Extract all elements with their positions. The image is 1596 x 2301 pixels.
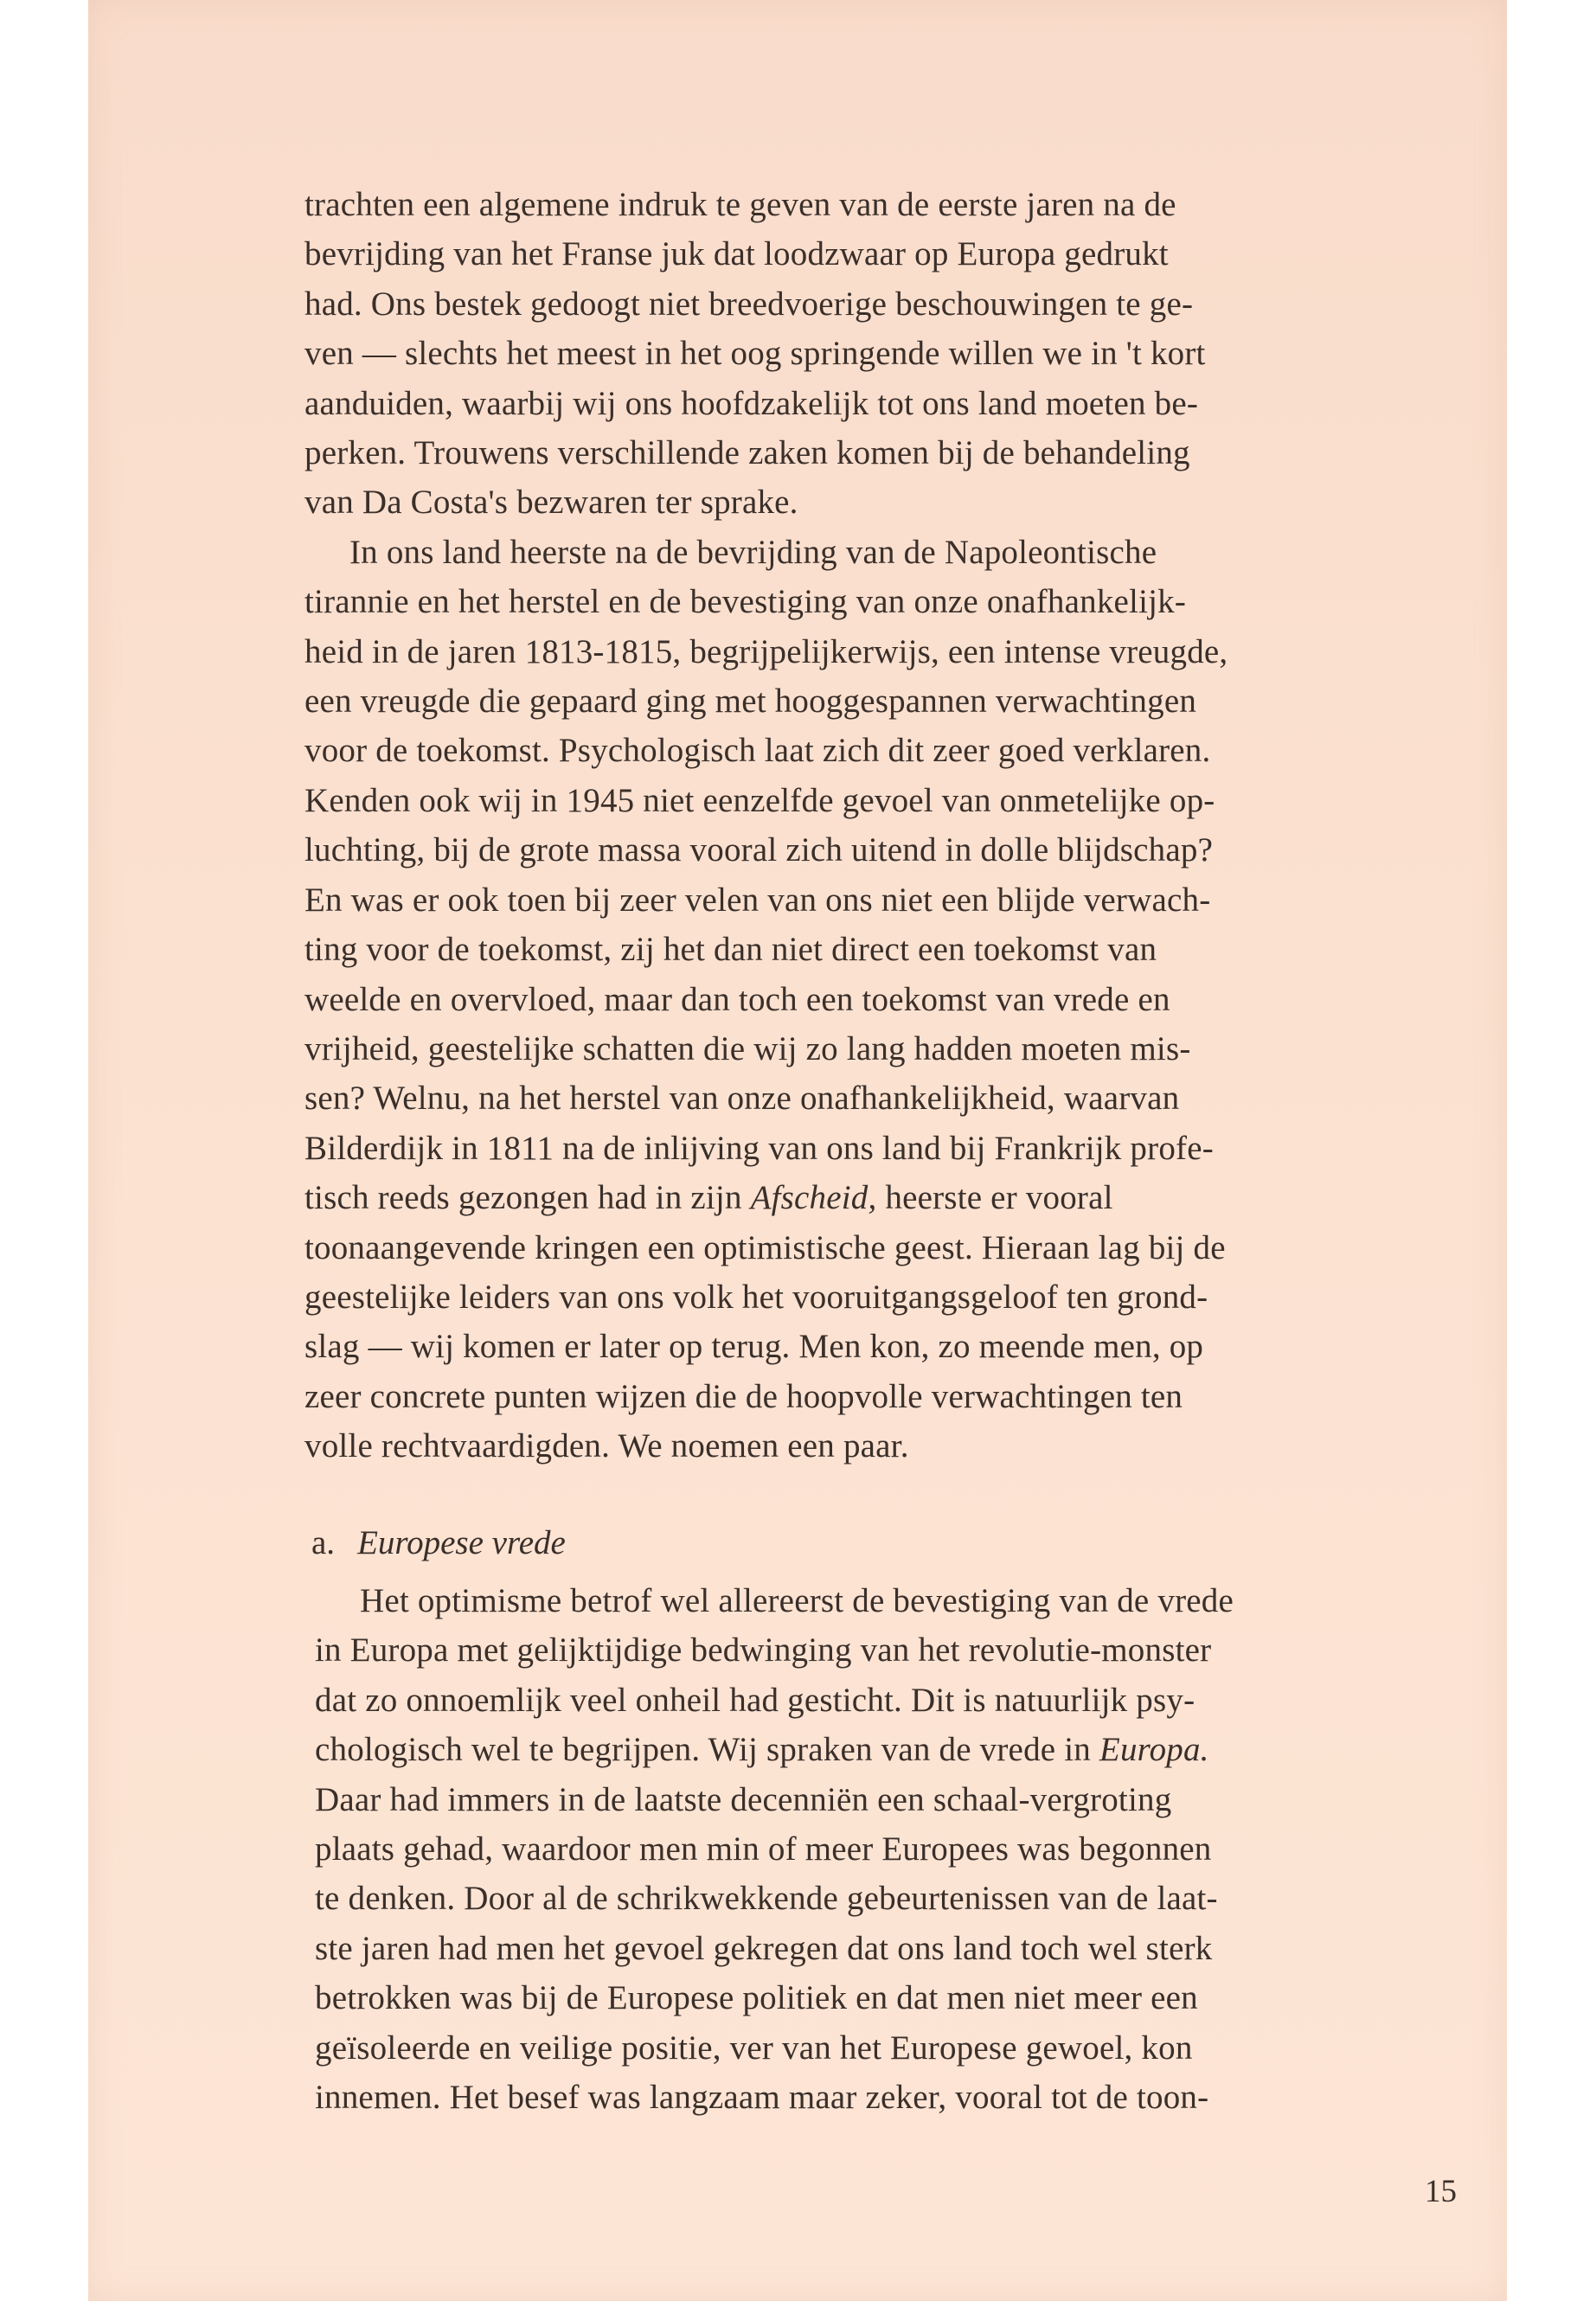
- line: tirannie en het herstel en de bevestiging van onze onafhankelijk-: [304, 583, 1187, 621]
- line: ting voor de toekomst, zij het dan niet direct een toekomst van: [304, 931, 1157, 969]
- line-segment: tisch reeds gezongen had in zijn: [304, 1179, 751, 1217]
- line: In ons land heerste na de bevrijding van de Napoleontische: [349, 533, 1157, 571]
- line: van Da Costa's bezwaren ter sprake.: [304, 484, 798, 522]
- line: geïsoleerde en veilige positie, ver van het Europese gewoel, kon: [315, 2029, 1193, 2067]
- line: innemen. Het besef was langzaam maar zeker, vooral tot de toon-: [315, 2079, 1209, 2117]
- paragraph-1: [304, 180, 1464, 528]
- line: weelde en overvloed, maar dan toch een toekomst van vrede en: [304, 980, 1170, 1018]
- line: perken. Trouwens verschillende zaken komen bij de behandeling: [304, 434, 1190, 472]
- line-segment: chologisch wel te begrijpen. Wij spraken van de vrede in: [315, 1731, 1099, 1769]
- line: zeer concrete punten wijzen die de hoopvolle verwachtingen ten: [304, 1377, 1183, 1415]
- line: in Europa met gelijktijdige bedwinging van het revolutie-monster: [315, 1631, 1212, 1670]
- line: toonaangevende kringen een optimistische geest. Hieraan lag bij de: [304, 1228, 1226, 1266]
- section-title: Europese vrede: [357, 1524, 566, 1561]
- section-letter: a.: [311, 1524, 336, 1561]
- page-number: 15: [1425, 2174, 1457, 2209]
- paragraph-3: [315, 1576, 1464, 2122]
- line: vrijheid, geestelijke schatten die wij zo lang hadden moeten mis-: [304, 1029, 1191, 1067]
- line: een vreugde die gepaard ging met hooggespannen verwachtingen: [304, 683, 1197, 721]
- line: volle rechtvaardigden. We noemen een paar.: [304, 1427, 909, 1465]
- line: betrokken was bij de Europese politiek en dat men niet meer een: [315, 1979, 1198, 2017]
- line: te denken. Door al de schrikwekkende gebeurtenissen van de laat-: [315, 1880, 1218, 1918]
- line: geestelijke leiders van ons volk het vooruitgangsgeloof ten grond-: [304, 1278, 1208, 1316]
- line: bevrijding van het Franse juk dat loodzwaar op Europa gedrukt: [304, 235, 1169, 273]
- line: sen? Welnu, na het herstel van onze onafhankelijkheid, waarvan: [304, 1080, 1180, 1118]
- line: had. Ons bestek gedoogt niet breedvoerige beschouwingen te ge-: [304, 285, 1194, 323]
- line: Bilderdijk in 1811 na de inlijving van ons land bij Frankrijk profe-: [304, 1129, 1214, 1167]
- section-heading: [311, 1518, 566, 1567]
- line: [315, 1731, 1209, 1768]
- line: Kenden ook wij in 1945 niet eenzelfde gevoel van onmetelijke op-: [304, 781, 1215, 819]
- line: luchting, bij de grote massa vooral zich uitend in dolle blijdschap?: [304, 831, 1214, 869]
- line: aanduiden, waarbij wij ons hoofdzakelijk tot ons land moeten be-: [304, 384, 1199, 422]
- line: slag — wij komen er later op terug. Men kon, zo meende men, op: [304, 1328, 1204, 1366]
- book-page: [88, 0, 1507, 2301]
- line: heid in de jaren 1813-1815, begrijpelijkerwijs, een intense vreugde,: [304, 632, 1228, 670]
- line: Het optimisme betrof wel allereerst de bevestiging van de vrede: [360, 1582, 1234, 1619]
- body-text-bottom: [315, 1576, 1464, 2122]
- line: trachten een algemene indruk te geven van de eerste jaren na de: [304, 186, 1176, 223]
- line-segment: heerste er vooral: [876, 1179, 1113, 1217]
- paragraph-2: [304, 528, 1464, 1471]
- italic-word: Europa.: [1099, 1731, 1209, 1769]
- line: ven — slechts het meest in het oog springende willen we in 't kort: [304, 335, 1206, 373]
- body-text-top: [304, 180, 1464, 1471]
- line: dat zo onnoemlijk veel onheil had gesticht. Dit is natuurlijk psy-: [315, 1681, 1195, 1719]
- line: [304, 1179, 1113, 1216]
- line: ste jaren had men het gevoel gekregen dat ons land toch wel sterk: [315, 1929, 1213, 1967]
- line: voor de toekomst. Psychologisch laat zich dit zeer goed verklaren.: [304, 732, 1211, 770]
- line: Daar had immers in de laatste decenniën een schaal-vergroting: [315, 1780, 1172, 1818]
- line: plaats gehad, waardoor men min of meer Europees was begonnen: [315, 1830, 1212, 1868]
- italic-title: Afscheid,: [750, 1179, 877, 1217]
- line: En was er ook toen bij zeer velen van ons niet een blijde verwach-: [304, 881, 1211, 919]
